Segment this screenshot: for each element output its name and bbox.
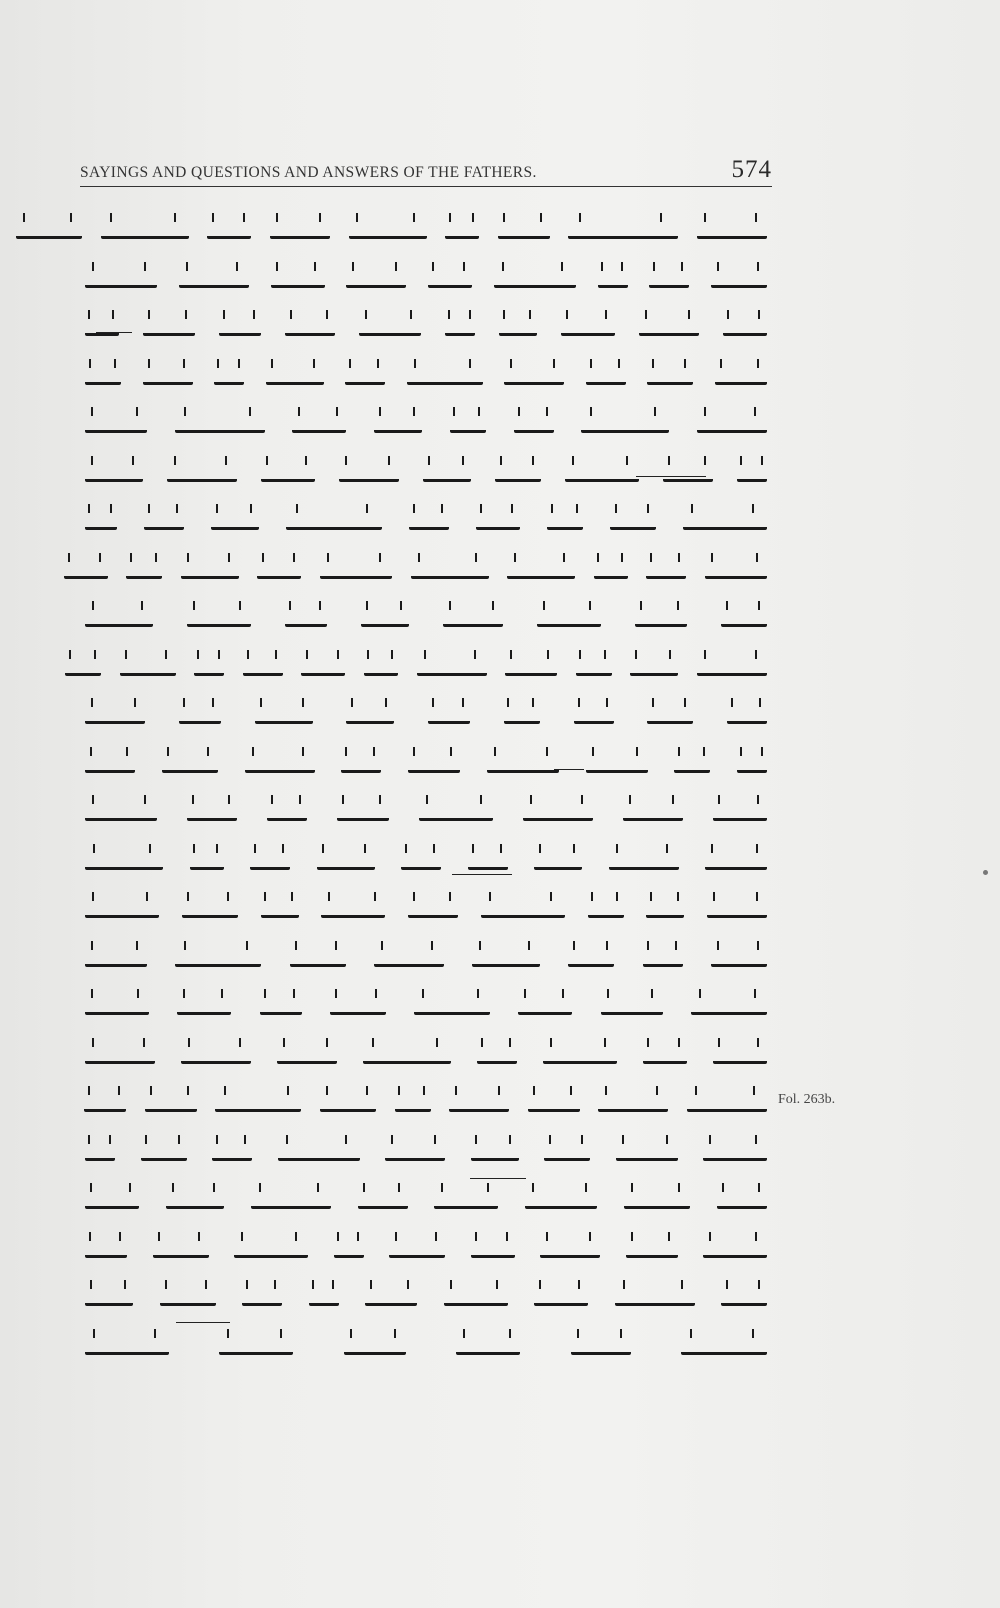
syriac-word-shape (242, 1289, 282, 1306)
syriac-word-shape (643, 1047, 687, 1064)
syriac-word-shape (647, 707, 693, 724)
syriac-word-shape (494, 271, 576, 288)
syriac-word-shape (537, 610, 601, 627)
syriac-word-shape (101, 222, 189, 239)
syriac-text-line (80, 303, 772, 352)
syriac-word-shape (683, 513, 767, 530)
syriac-word-shape (277, 1047, 337, 1064)
syriac-word-shape (721, 610, 767, 627)
syriac-word-shape (713, 1047, 767, 1064)
syriac-word-shape (477, 1047, 517, 1064)
syriac-word-shape (271, 271, 325, 288)
syriac-word-shape (598, 271, 628, 288)
syriac-word-shape (337, 804, 389, 821)
syriac-word-shape (266, 368, 324, 385)
syriac-word-shape (85, 368, 121, 385)
syriac-word-shape (574, 707, 614, 724)
syriac-word-shape (85, 271, 157, 288)
syriac-word-shape (16, 222, 82, 239)
syriac-word-shape (615, 1289, 695, 1306)
syriac-word-shape (576, 659, 612, 676)
syriac-word-shape (504, 368, 564, 385)
syriac-word-shape (507, 562, 575, 579)
header-rule (80, 186, 772, 187)
syriac-word-shape (175, 950, 261, 967)
syriac-word-shape (260, 998, 302, 1015)
syriac-word-shape (120, 659, 176, 676)
syriac-word-shape (723, 319, 767, 336)
syriac-word-shape (85, 853, 163, 870)
syriac-word-shape (408, 756, 460, 773)
syriac-word-shape (681, 1338, 767, 1355)
syriac-word-shape (423, 465, 471, 482)
syriac-word-shape (737, 756, 767, 773)
syriac-word-shape (141, 1144, 187, 1161)
syriac-word-shape (243, 659, 283, 676)
syriac-text-line (80, 1031, 772, 1080)
syriac-word-shape (707, 901, 767, 918)
syriac-word-shape (177, 998, 231, 1015)
syriac-word-shape (630, 659, 678, 676)
syriac-word-shape (85, 804, 157, 821)
syriac-word-shape (346, 707, 394, 724)
syriac-word-shape (212, 1144, 252, 1161)
syriac-word-shape (245, 756, 315, 773)
syriac-word-shape (85, 610, 153, 627)
syriac-word-shape (344, 1338, 406, 1355)
syriac-word-shape (219, 319, 261, 336)
syriac-word-shape (514, 416, 554, 433)
syriac-word-shape (598, 1095, 668, 1112)
syriac-word-shape (443, 610, 503, 627)
syriac-word-shape (495, 465, 541, 482)
syriac-word-shape (175, 416, 265, 433)
syriac-word-shape (705, 853, 767, 870)
syriac-word-shape (643, 950, 683, 967)
syriac-word-shape (143, 368, 193, 385)
syriac-word-shape (144, 513, 184, 530)
syriac-word-shape (160, 1289, 216, 1306)
syriac-text-line (80, 740, 772, 789)
syriac-word-shape (85, 513, 117, 530)
syriac-word-shape (711, 950, 767, 967)
syriac-text-line (80, 982, 772, 1031)
syriac-word-shape (586, 368, 626, 385)
syriac-text-line (80, 1176, 772, 1225)
syriac-word-shape (339, 465, 399, 482)
syriac-word-shape (261, 465, 315, 482)
syriac-word-shape (85, 950, 147, 967)
syriac-word-shape (409, 513, 449, 530)
syriac-text-line (80, 255, 772, 304)
syriac-word-shape (292, 416, 346, 433)
syriac-word-shape (544, 1144, 590, 1161)
syriac-word-shape (374, 416, 422, 433)
syriac-word-shape (534, 853, 582, 870)
syriac-word-shape (635, 610, 687, 627)
syriac-word-shape (588, 901, 624, 918)
syriac-word-shape (525, 1192, 597, 1209)
syriac-word-shape (364, 659, 398, 676)
syriac-word-shape (586, 756, 648, 773)
overline-mark (636, 476, 706, 477)
syriac-word-shape (257, 562, 301, 579)
syriac-word-shape (727, 707, 767, 724)
syriac-word-shape (153, 1241, 209, 1258)
syriac-word-shape (703, 1144, 767, 1161)
running-head (80, 148, 772, 188)
syriac-word-shape (711, 271, 767, 288)
syriac-text-line (80, 1225, 772, 1274)
syriac-word-shape (623, 804, 683, 821)
syriac-word-shape (255, 707, 313, 724)
syriac-word-shape (214, 368, 244, 385)
syriac-word-shape (561, 319, 615, 336)
syriac-word-shape (450, 416, 486, 433)
syriac-word-shape (374, 950, 444, 967)
syriac-word-shape (408, 901, 458, 918)
syriac-text-line (80, 934, 772, 983)
syriac-word-shape (504, 707, 540, 724)
syriac-word-shape (126, 562, 162, 579)
syriac-word-shape (309, 1289, 339, 1306)
syriac-word-shape (471, 1144, 519, 1161)
syriac-text-block (80, 206, 772, 1426)
syriac-text-line (80, 1128, 772, 1177)
syriac-text-line (80, 594, 772, 643)
syriac-word-shape (190, 853, 224, 870)
syriac-text-line (80, 449, 772, 498)
syriac-text-line (80, 497, 772, 546)
syriac-word-shape (317, 853, 375, 870)
syriac-word-shape (181, 1047, 251, 1064)
syriac-text-line (80, 643, 772, 692)
syriac-word-shape (363, 1047, 451, 1064)
syriac-word-shape (290, 950, 346, 967)
syriac-word-shape (167, 465, 237, 482)
syriac-word-shape (85, 1289, 133, 1306)
syriac-word-shape (449, 1095, 509, 1112)
syriac-word-shape (179, 271, 249, 288)
syriac-word-shape (571, 1338, 631, 1355)
syriac-word-shape (85, 998, 149, 1015)
syriac-text-line (80, 1273, 772, 1322)
syriac-word-shape (581, 416, 669, 433)
syriac-word-shape (609, 853, 679, 870)
syriac-word-shape (85, 707, 145, 724)
syriac-word-shape (85, 319, 119, 336)
syriac-word-shape (85, 756, 135, 773)
syriac-text-line (80, 352, 772, 401)
syriac-word-shape (261, 901, 299, 918)
syriac-word-shape (639, 319, 699, 336)
syriac-text-line (80, 837, 772, 886)
syriac-word-shape (540, 1241, 600, 1258)
syriac-word-shape (85, 901, 159, 918)
syriac-word-shape (721, 1289, 767, 1306)
syriac-word-shape (267, 804, 307, 821)
syriac-word-shape (341, 756, 381, 773)
syriac-word-shape (389, 1241, 445, 1258)
syriac-word-shape (143, 319, 195, 336)
syriac-word-shape (187, 610, 251, 627)
syriac-word-shape (320, 1095, 376, 1112)
syriac-word-shape (647, 368, 693, 385)
syriac-word-shape (697, 659, 767, 676)
syriac-word-shape (565, 465, 639, 482)
syriac-word-shape (407, 368, 483, 385)
syriac-word-shape (703, 1241, 767, 1258)
syriac-word-shape (251, 1192, 331, 1209)
syriac-word-shape (616, 1144, 678, 1161)
syriac-word-shape (697, 222, 767, 239)
syriac-word-shape (219, 1338, 293, 1355)
syriac-word-shape (395, 1095, 431, 1112)
syriac-word-shape (85, 1338, 169, 1355)
syriac-word-shape (472, 950, 540, 967)
syriac-word-shape (481, 901, 565, 918)
syriac-text-line (80, 206, 772, 255)
syriac-word-shape (64, 562, 108, 579)
syriac-word-shape (85, 1047, 155, 1064)
syriac-word-shape (737, 465, 767, 482)
syriac-word-shape (523, 804, 593, 821)
syriac-word-shape (182, 901, 238, 918)
syriac-text-line (80, 546, 772, 595)
syriac-word-shape (215, 1095, 301, 1112)
syriac-word-shape (646, 562, 686, 579)
syriac-word-shape (166, 1192, 224, 1209)
syriac-word-shape (674, 756, 710, 773)
syriac-word-shape (301, 659, 345, 676)
syriac-word-shape (85, 1241, 127, 1258)
folio-margin-note: Fol. 263b. (778, 1092, 836, 1107)
syriac-word-shape (187, 804, 237, 821)
syriac-word-shape (691, 998, 767, 1015)
syriac-word-shape (85, 416, 147, 433)
syriac-word-shape (476, 513, 520, 530)
syriac-word-shape (65, 659, 101, 676)
syriac-word-shape (715, 368, 767, 385)
syriac-word-shape (286, 513, 382, 530)
syriac-word-shape (487, 756, 559, 773)
syriac-word-shape (334, 1241, 364, 1258)
syriac-word-shape (687, 1095, 767, 1112)
syriac-text-line (80, 885, 772, 934)
syriac-word-shape (162, 756, 218, 773)
syriac-word-shape (434, 1192, 498, 1209)
running-title: SAYINGS AND QUESTIONS AND ANSWERS OF THE FATHERS. (80, 164, 537, 181)
syriac-word-shape (270, 222, 330, 239)
syriac-word-shape (345, 368, 385, 385)
syriac-word-shape (419, 804, 493, 821)
syriac-word-shape (320, 562, 392, 579)
syriac-word-shape (321, 901, 385, 918)
syriac-word-shape (568, 950, 614, 967)
overline-mark (176, 1322, 230, 1323)
syriac-word-shape (417, 659, 487, 676)
syriac-word-shape (349, 222, 427, 239)
syriac-word-shape (346, 271, 406, 288)
overline-mark (470, 1178, 526, 1179)
syriac-word-shape (285, 610, 327, 627)
syriac-word-shape (365, 1289, 417, 1306)
syriac-word-shape (330, 998, 386, 1015)
syriac-text-line (80, 1079, 772, 1128)
syriac-word-shape (543, 1047, 617, 1064)
overline-mark (96, 332, 132, 333)
overline-mark (554, 769, 584, 770)
syriac-word-shape (359, 319, 421, 336)
syriac-word-shape (385, 1144, 445, 1161)
page-number: 574 (731, 156, 772, 183)
syriac-word-shape (601, 998, 663, 1015)
syriac-word-shape (234, 1241, 308, 1258)
syriac-word-shape (594, 562, 628, 579)
syriac-text-line (80, 400, 772, 449)
syriac-text-line (80, 1322, 772, 1371)
syriac-word-shape (181, 562, 239, 579)
syriac-word-shape (85, 1144, 115, 1161)
syriac-word-shape (445, 222, 479, 239)
syriac-word-shape (626, 1241, 678, 1258)
syriac-word-shape (428, 271, 472, 288)
syriac-word-shape (85, 465, 143, 482)
syriac-word-shape (428, 707, 470, 724)
syriac-word-shape (697, 416, 767, 433)
syriac-word-shape (145, 1095, 197, 1112)
syriac-word-shape (358, 1192, 408, 1209)
syriac-word-shape (468, 853, 508, 870)
syriac-word-shape (646, 901, 684, 918)
syriac-word-shape (445, 319, 475, 336)
syriac-word-shape (84, 1095, 126, 1112)
syriac-word-shape (717, 1192, 767, 1209)
syriac-word-shape (401, 853, 441, 870)
syriac-word-shape (414, 998, 490, 1015)
syriac-word-shape (610, 513, 656, 530)
syriac-word-shape (649, 271, 689, 288)
syriac-word-shape (250, 853, 290, 870)
syriac-word-shape (663, 465, 713, 482)
syriac-word-shape (278, 1144, 360, 1161)
syriac-word-shape (207, 222, 251, 239)
syriac-word-shape (547, 513, 583, 530)
syriac-word-shape (194, 659, 224, 676)
syriac-word-shape (705, 562, 767, 579)
syriac-word-shape (498, 222, 550, 239)
syriac-word-shape (471, 1241, 515, 1258)
syriac-word-shape (713, 804, 767, 821)
syriac-word-shape (285, 319, 335, 336)
syriac-word-shape (211, 513, 259, 530)
syriac-word-shape (499, 319, 537, 336)
paper-speck (983, 870, 988, 875)
syriac-word-shape (518, 998, 572, 1015)
syriac-word-shape (85, 1192, 139, 1209)
syriac-word-shape (179, 707, 221, 724)
syriac-word-shape (411, 562, 489, 579)
syriac-text-line (80, 691, 772, 740)
syriac-word-shape (568, 222, 678, 239)
syriac-text-line (80, 788, 772, 837)
syriac-word-shape (624, 1192, 690, 1209)
syriac-word-shape (444, 1289, 508, 1306)
syriac-word-shape (528, 1095, 580, 1112)
syriac-word-shape (456, 1338, 520, 1355)
syriac-word-shape (361, 610, 409, 627)
overline-mark (452, 874, 512, 875)
syriac-word-shape (505, 659, 557, 676)
syriac-word-shape (534, 1289, 588, 1306)
